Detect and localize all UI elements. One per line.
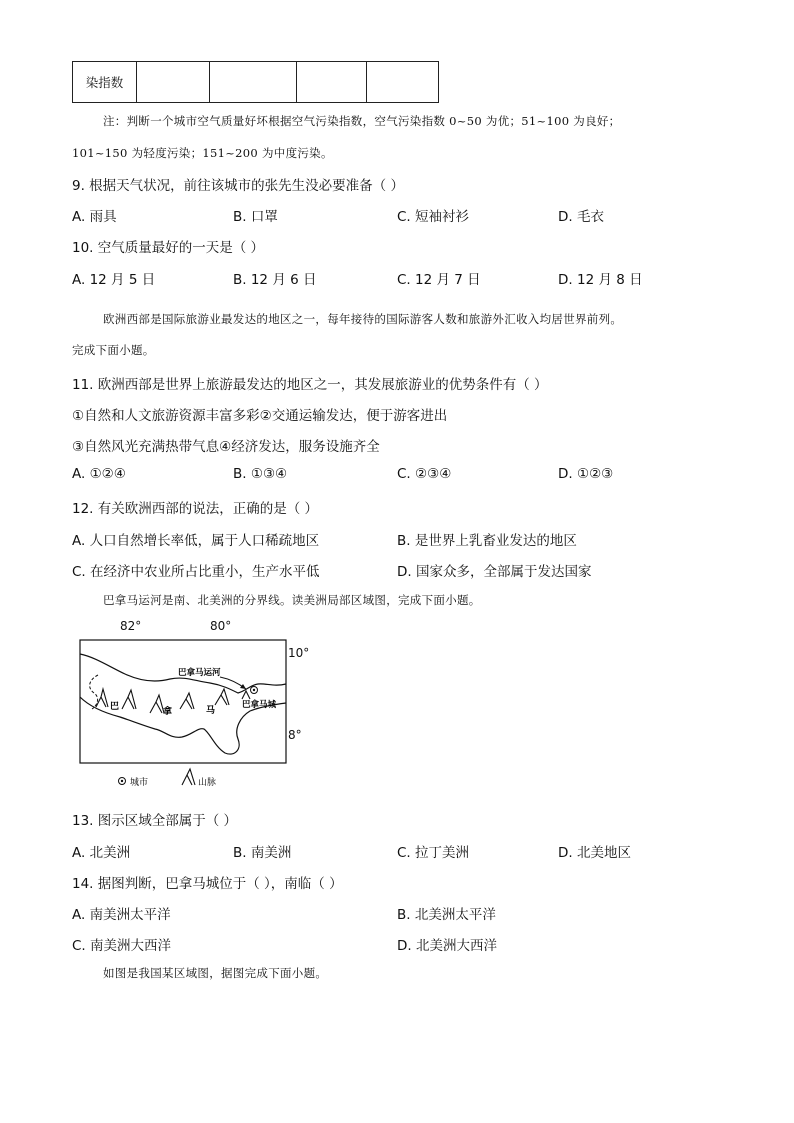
q14-option-c[interactable]: C. 南美洲大西洋	[72, 938, 172, 954]
q13-option-b[interactable]: B. 南美洲	[233, 845, 292, 861]
q12-option-a[interactable]: A. 人口自然增长率低，属于人口稀疏地区	[72, 533, 320, 549]
mountain-icon	[215, 689, 229, 705]
legend-mountain-icon	[182, 769, 195, 785]
country-char-na: 拿	[163, 707, 173, 717]
note-line-2: 101~150 为轻度污染；151~200 为中度污染。	[72, 146, 333, 160]
table-cell	[137, 62, 210, 103]
country-border	[90, 675, 98, 709]
city-label: 巴拿马城	[242, 700, 277, 710]
city-dot	[253, 689, 255, 691]
question-10-stem: 10. 空气质量最好的一天是（ ）	[72, 240, 265, 256]
q11-option-d[interactable]: D. ①②③	[558, 466, 614, 482]
q9-option-d[interactable]: D. 毛衣	[558, 209, 604, 225]
q9-option-a[interactable]: A. 雨具	[72, 209, 117, 225]
q13-option-d[interactable]: D. 北美地区	[558, 845, 631, 861]
q11-statement-2: ③自然风光充满热带气息④经济发达，服务设施齐全	[72, 439, 380, 455]
table-row	[73, 62, 439, 103]
mountain-icon	[96, 689, 108, 707]
q12-option-c[interactable]: C. 在经济中农业所占比重小，生产水平低	[72, 564, 320, 580]
question-13-stem: 13. 图示区域全部属于（ ）	[72, 813, 238, 829]
panama-map	[70, 617, 330, 797]
q10-option-a[interactable]: A. 12 月 5 日	[72, 272, 156, 288]
q11-option-c[interactable]: C. ②③④	[397, 466, 452, 482]
question-12-stem: 12. 有关欧洲西部的说法，正确的是（ ）	[72, 501, 319, 517]
table-cell	[367, 62, 439, 103]
q14-option-a[interactable]: A. 南美洲太平洋	[72, 907, 171, 923]
mountain-icon	[242, 691, 250, 699]
q13-option-c[interactable]: C. 拉丁美洲	[397, 845, 470, 861]
question-14-stem: 14. 据图判断，巴拿马城位于（ ），南临（ ）	[72, 876, 343, 892]
mountain-icon	[150, 695, 164, 713]
canal-label: 巴拿马运河	[178, 668, 221, 678]
legend-city-label: 城市	[130, 778, 149, 788]
q12-option-b[interactable]: B. 是世界上乳畜业发达的地区	[397, 533, 577, 549]
q11-statement-1: ①自然和人文旅游资源丰富多彩②交通运输发达，便于游客进出	[72, 408, 448, 424]
table-row-label: 染指数	[73, 62, 137, 103]
q14-option-d[interactable]: D. 北美洲大西洋	[397, 938, 497, 954]
q14-option-b[interactable]: B. 北美洲太平洋	[397, 907, 496, 923]
passage-europe-line-1: 欧洲西部是国际旅游业最发达的地区之一，每年接待的国际游客人数和旅游外汇收入均居世界前列。	[103, 312, 623, 326]
table-cell	[297, 62, 367, 103]
q11-option-b[interactable]: B. ①③④	[233, 466, 288, 482]
question-9-stem: 9. 根据天气状况，前往该城市的张先生没必要准备（ ）	[72, 178, 404, 194]
q9-option-b[interactable]: B. 口罩	[233, 209, 278, 225]
mountain-icon	[180, 693, 194, 709]
lat-label-8: 8°	[288, 728, 302, 742]
note-line-1: 注：判断一个城市空气质量好坏根据空气污染指数，空气污染指数 0~50 为优；51~100 为良好；	[103, 114, 621, 128]
arrow-head	[240, 684, 246, 689]
legend-city-dot	[121, 780, 123, 782]
q10-option-d[interactable]: D. 12 月 8 日	[558, 272, 643, 288]
passage-china: 如图是我国某区域图，据图完成下面小题。	[103, 966, 328, 980]
q9-option-c[interactable]: C. 短袖衬衫	[397, 209, 470, 225]
table-cell	[210, 62, 297, 103]
passage-panama: 巴拿马运河是南、北美洲的分界线。读美洲局部区域图，完成下面小题。	[103, 593, 481, 607]
mountain-icon	[122, 690, 136, 709]
q11-option-a[interactable]: A. ①②④	[72, 466, 126, 482]
lat-label-10: 10°	[288, 646, 310, 660]
q13-option-a[interactable]: A. 北美洲	[72, 845, 131, 861]
country-char-ba: 巴	[110, 702, 120, 712]
q10-option-c[interactable]: C. 12 月 7 日	[397, 272, 481, 288]
lon-label-80: 80°	[210, 619, 232, 633]
q12-option-d[interactable]: D. 国家众多，全部属于发达国家	[397, 564, 592, 580]
question-11-stem: 11. 欧洲西部是世界上旅游最发达的地区之一，其发展旅游业的优势条件有（ ）	[72, 377, 548, 393]
legend-mountain-label: 山脉	[198, 778, 217, 788]
country-char-ma: 马	[206, 706, 216, 716]
aqi-table	[72, 61, 439, 103]
q10-option-b[interactable]: B. 12 月 6 日	[233, 272, 317, 288]
lon-label-82: 82°	[120, 619, 142, 633]
passage-europe-line-2: 完成下面小题。	[72, 343, 155, 357]
